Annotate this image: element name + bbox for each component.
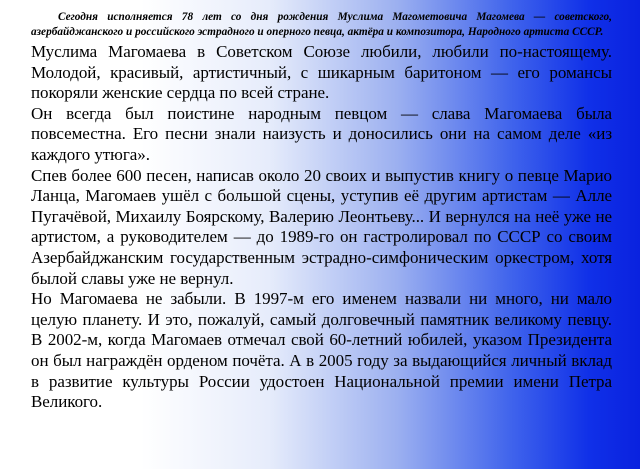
paragraph-fame: Он всегда был поистине народным певцом — слава Магомаева была повсеместна. Его песни знали наизусть и доносились они на самом деле «из каждого утюга». xyxy=(31,103,612,164)
paragraph-love: Муслима Магомаева в Советском Союзе любили, любили по-настоящему. Молодой, красивый, артистичный, с шикарным баритоном — его романсы покоряли женские сердца по всей стране. xyxy=(31,42,612,103)
paragraph-career: Спев более 600 песен, написав около 20 своих и выпустив книгу о певце Марио Ланца, Магомаев ушёл с большой сцены, уступив её другим артистам — Алле Пугачёвой, Михаилу Боярскому, Валерию Леонтьеву... И вернулся на неё уже не артистом, а руководителем — до 1989-го он гастролировал по СССР со своим Азербайджанским государственным эстрадно-симфоническим оркестром, хотя былой славы уже не вернул. xyxy=(31,165,612,288)
intro-paragraph: Сегодня исполняется 78 лет со дня рождения Муслима Магометовича Магомева — советского, азербайджанского и российского эстрадного и оперного певца, актёра и композитора, Народного артиста СССР. xyxy=(31,11,612,38)
paragraph-legacy: Но Магомаева не забыли. В 1997-м его именем назвали ни много, ни мало целую планету. И это, пожалуй, самый долговечный памятник великому певцу. В 2002-м, когда Магомаев отмечал свой 60-летний юбилей, указом Президента он был награждён орденом почёта. А в 2005 году за выдающийся личный вклад в развитие культуры России удостоен Национальной премии имени Петра Великого. xyxy=(31,289,612,412)
article-body xyxy=(31,42,612,413)
